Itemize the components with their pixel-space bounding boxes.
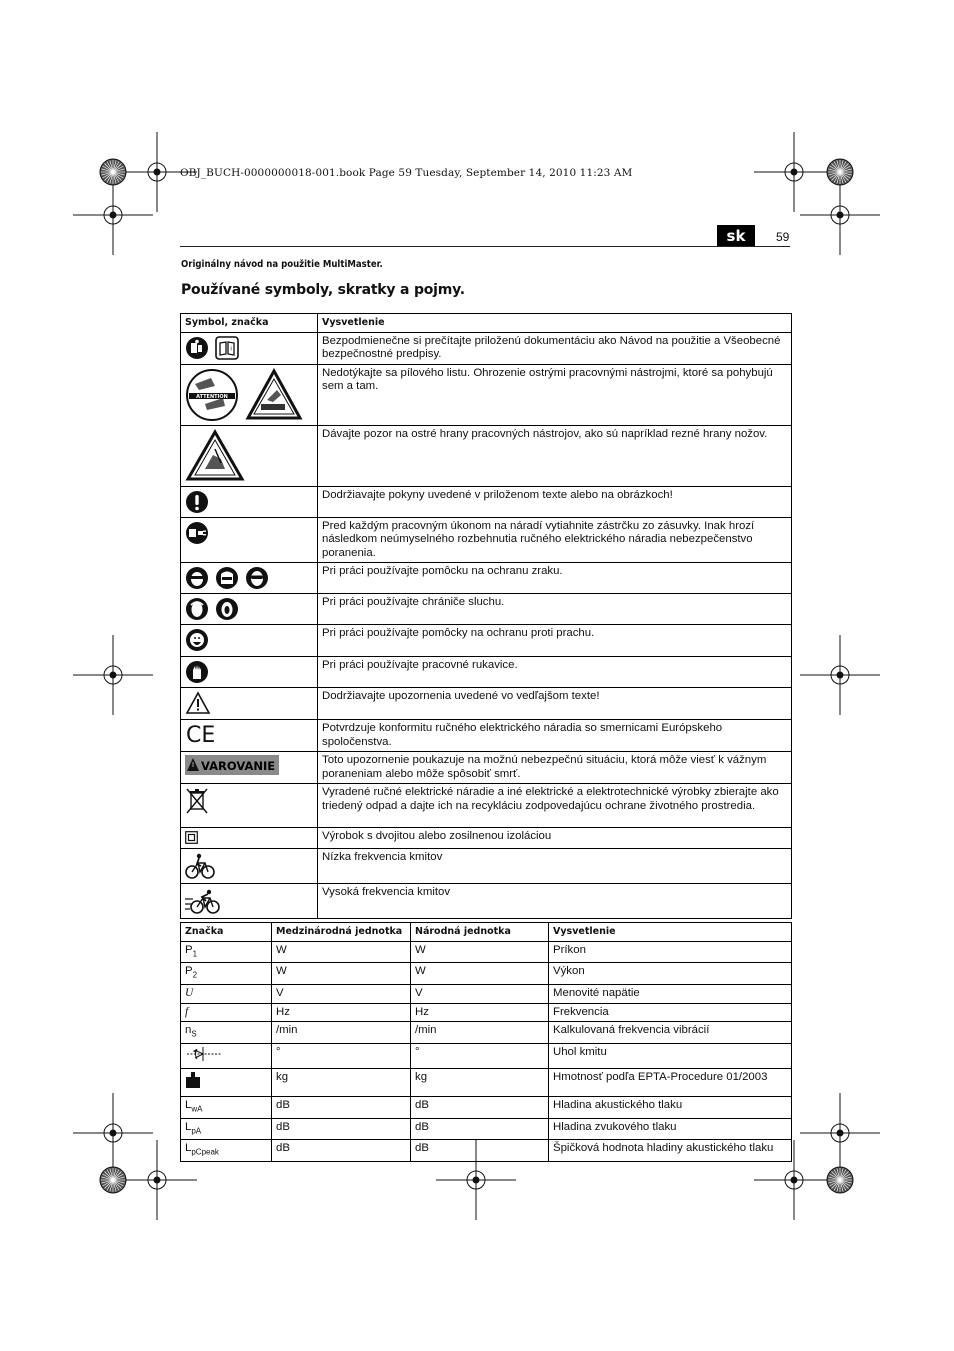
unit-symbol-letter: P [185, 943, 193, 956]
international-unit-cell: /min [272, 1022, 411, 1044]
registration-cross [754, 132, 834, 212]
registration-star [827, 1167, 853, 1193]
national-unit-cell: kg [411, 1069, 549, 1097]
international-unit-cell: ° [272, 1043, 411, 1069]
national-unit-cell: W [411, 941, 549, 963]
ce-mark-label: CE [186, 723, 215, 745]
unit-symbol-letter: U [185, 987, 194, 1000]
section-title: Používané symboly, skratky a pojmy. [181, 282, 465, 298]
column-header-explanation: Vysvetlenie [549, 923, 792, 942]
explanation-cell: Pred každým pracovným úkonom na náradí vytiahnite zástrčku zo zásuvky. Inak hrozí následkom neúmyselného rozbehnutia ručného elektrického náradia nebezpečenstvo poranenia. [318, 517, 792, 563]
international-unit-cell: W [272, 963, 411, 985]
column-header-international-unit: Medzinárodná jednotka [272, 923, 411, 942]
explanation-cell: Výrobok s dvojitou alebo zosilnenou izoláciou [318, 828, 792, 849]
explanation-cell: Výkon [549, 963, 792, 985]
explanation-cell: Vyradené ručné elektrické náradie a iné elektrické a elektrotechnické výrobky zbierajte ako triedený odpad a dajte ich na recykláciu zodpovedajúcu ochrane životného prostredia. [318, 784, 792, 828]
national-unit-cell: dB [411, 1096, 549, 1118]
explanation-cell: Nízka frekvencia kmitov [318, 848, 792, 883]
explanation-cell: Hmotnosť podľa EPTA-Procedure 01/2003 [549, 1069, 792, 1097]
explanation-cell: Dodržiavajte pokyny uvedené v priloženom texte alebo na obrázkoch! [318, 486, 792, 517]
national-unit-cell: dB [411, 1140, 549, 1162]
national-unit-cell: W [411, 963, 549, 985]
explanation-cell: Kalkulovaná frekvencia vibrácií [549, 1022, 792, 1044]
explanation-cell: Nedotýkajte sa pílového listu. Ohrozenie ostrými pracovnými nástrojmi, ktoré sa pohybujú sem a tam. [318, 364, 792, 425]
unit-symbol-subscript: 1 [192, 948, 198, 958]
unit-symbol-letter: L [185, 1142, 192, 1155]
international-unit-cell: kg [272, 1069, 411, 1097]
unit-symbol-subscript: S [191, 1029, 197, 1039]
registration-cross [73, 635, 153, 715]
unit-symbol-letter: n [185, 1024, 192, 1037]
explanation-cell: Hladina akustického tlaku [549, 1096, 792, 1118]
explanation-cell: Bezpodmienečne si prečítajte priloženú dokumentáciu ako Návod na použitie a Všeobecné bezpečnostné predpisy. [318, 332, 792, 364]
explanation-cell: Frekvencia [549, 1003, 792, 1022]
explanation-cell: Pri práci používajte pomôcku na ochranu zraku. [318, 563, 792, 594]
unit-symbol-subscript: pCpeak [191, 1147, 219, 1157]
registration-cross [800, 175, 880, 255]
unit-symbol-letter: L [185, 1098, 192, 1111]
registration-cross [754, 1140, 834, 1220]
registration-cross [73, 175, 153, 255]
column-header-explanation: Vysvetlenie [318, 314, 792, 333]
explanation-cell: Príkon [549, 941, 792, 963]
page-number: 59 [776, 230, 790, 244]
international-unit-cell: Hz [272, 1003, 411, 1022]
national-unit-cell: dB [411, 1118, 549, 1140]
unit-symbol-letter: L [185, 1120, 192, 1133]
document-subtitle: Originálny návod na použitie MultiMaster. [181, 259, 383, 270]
international-unit-cell: dB [272, 1140, 411, 1162]
column-header-symbol: Symbol, značka [181, 314, 318, 333]
national-unit-cell: /min [411, 1022, 549, 1044]
international-unit-cell: dB [272, 1096, 411, 1118]
unit-symbol-letter: f [185, 1005, 189, 1018]
registration-cross [73, 1093, 153, 1173]
language-badge: sk [717, 225, 755, 247]
international-unit-cell: V [272, 985, 411, 1004]
explanation-cell: Dávajte pozor na ostré hrany pracovných nástrojov, ako sú napríklad rezné hrany nožov. [318, 425, 792, 486]
registration-star [100, 1167, 126, 1193]
varovanie-label: VAROVANIE [201, 759, 276, 773]
explanation-cell: Potvrdzuje konformitu ručného elektrického náradia so smernicami Európskeho spoločenstva. [318, 720, 792, 752]
explanation-cell: Pri práci používajte pomôcky na ochranu proti prachu. [318, 625, 792, 657]
national-unit-cell: ° [411, 1043, 549, 1069]
registration-cross [800, 1093, 880, 1173]
explanation-cell: Toto upozornenie poukazuje na možnú nebezpečnú situáciu, ktorá môže viesť k vážnym poraneniam alebo môže spôsobiť smrť. [318, 752, 792, 784]
column-header-national-unit: Národná jednotka [411, 923, 549, 942]
registration-star [100, 159, 126, 185]
registration-cross [117, 132, 197, 212]
explanation-cell: Menovité napätie [549, 985, 792, 1004]
explanation-cell: Vysoká frekvencia kmitov [318, 883, 792, 918]
national-unit-cell: Hz [411, 1003, 549, 1022]
column-header-symbol: Značka [181, 923, 272, 942]
explanation-cell: Uhol kmitu [549, 1043, 792, 1069]
unit-symbol-subscript: wA [191, 1104, 203, 1114]
national-unit-cell: V [411, 985, 549, 1004]
unit-symbol-subscript: pA [191, 1125, 202, 1135]
explanation-cell: Pri práci používajte pracovné rukavice. [318, 657, 792, 688]
attention-label: ATTENTION [196, 393, 228, 400]
explanation-cell: Pri práci používajte chrániče sluchu. [318, 594, 792, 625]
print-info-line: OBJ_BUCH-0000000018-001.book Page 59 Tuesday, September 14, 2010 11:23 AM [180, 167, 633, 179]
registration-cross [800, 635, 880, 715]
registration-cross [436, 1140, 516, 1220]
explanation-cell: Hladina zvukového tlaku [549, 1118, 792, 1140]
explanation-cell: Špičková hodnota hladiny akustického tlaku [549, 1140, 792, 1162]
unit-symbol-subscript: 2 [192, 970, 198, 980]
explanation-cell: Dodržiavajte upozornenia uvedené vo vedľajšom texte! [318, 688, 792, 720]
unit-symbol-letter: P [185, 965, 193, 978]
registration-cross [117, 1140, 197, 1220]
international-unit-cell: W [272, 941, 411, 963]
international-unit-cell: dB [272, 1118, 411, 1140]
registration-star [827, 159, 853, 185]
svg-text:i: i [230, 345, 233, 352]
